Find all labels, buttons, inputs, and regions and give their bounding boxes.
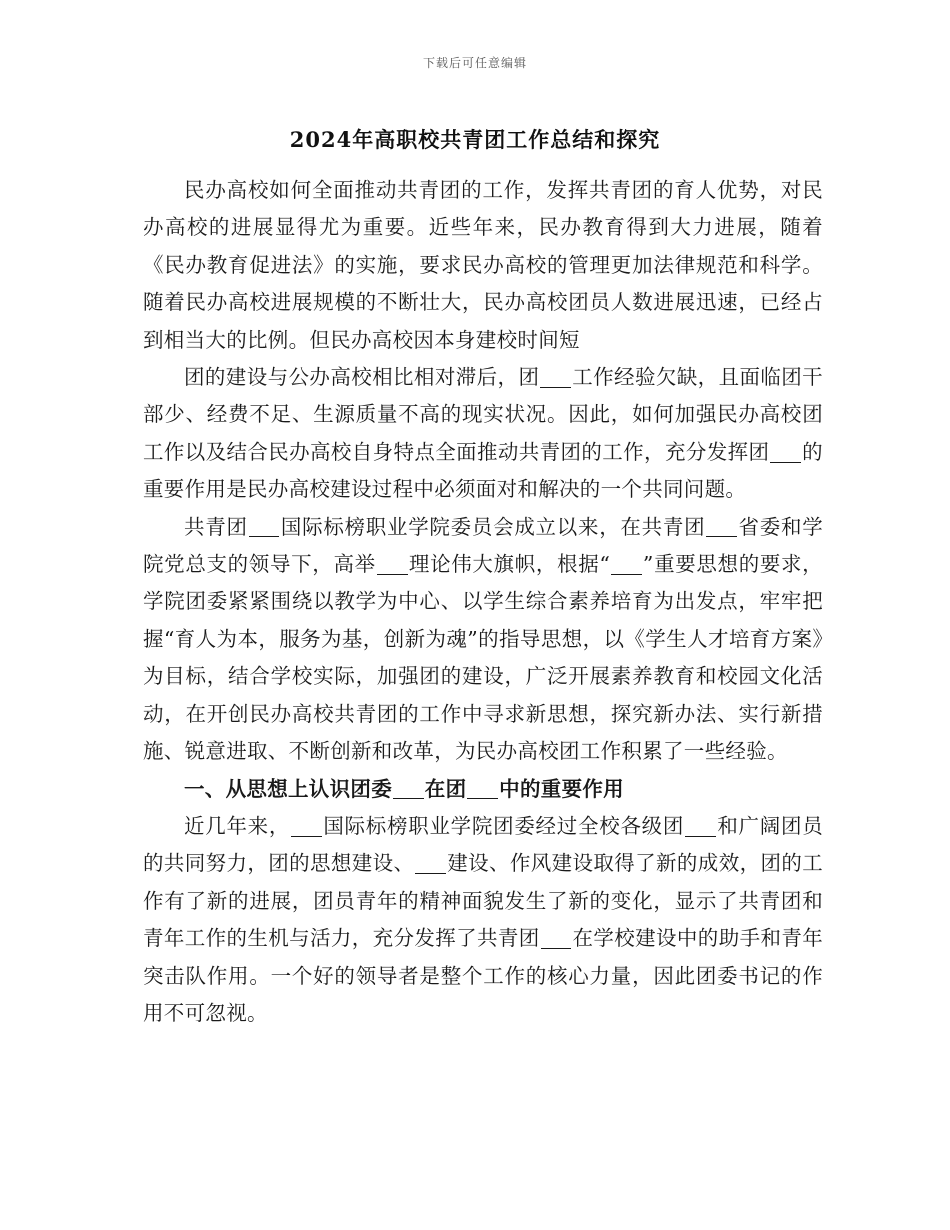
blank-underline [291, 814, 322, 837]
body-paragraph [143, 509, 823, 771]
blank-underline [377, 552, 408, 575]
blank-underline [541, 926, 572, 949]
document-body [143, 172, 823, 1032]
text-segment: 民办高校如何全面推动共青团的工作，发挥共青团的育人优势，对民办高校的进展显得尤为重要。近些年来，民办教育得到大力进展，随着《民办教育促进法》的实施，要求民办高校的管理更加法律规范和科学。随着民办高校进展规模的不断壮大，民办高校团员人数进展迅速，已经占到相当大的比例。但民办高校因本身建校时间短 [143, 178, 823, 352]
section-heading [143, 771, 823, 808]
blank-underline [611, 552, 642, 575]
blank-underline [770, 440, 801, 463]
blank-underline [706, 515, 737, 538]
text-segment: 国际标榜职业学院委员会成立以来，在共青团 [280, 514, 706, 539]
text-segment: 工作经验欠缺，且面临团干部少、经费不足、生源质量不高的现实状况。因此，如何加强民办高校团工作以及结合民办高校自身特点全面推动共青团的工作，充分发挥团 [143, 365, 823, 464]
document-title: 2024年高职校共青团工作总结和探究 [289, 127, 661, 152]
text-segment: 近几年来， [184, 813, 291, 838]
text-segment: 和广阔团员的共同努力，团的思想建设、 [143, 813, 824, 876]
text-segment: ”重要思想的要求，学院团委紧紧围绕以教学为中心、以学生综合素养培育为出发点，牢牢把握“育人为本，服务为基，创新为魂”的指导思想，以《学生人才培育方案》为目标，结合学校实际，加强团的建设，广泛开展素养教育和校园文化活动，在开创民办高校共青团的工作中寻求新思想，探究新办法、实行新措施、锐意进取、不断创新和改革，为民办高校团工作积累了一些经验。 [143, 552, 823, 764]
body-paragraph [143, 359, 823, 509]
text-segment: 理论伟大旗帜，根据“ [408, 552, 611, 577]
text-segment: 省委和学院党总支的领导下，高举 [143, 514, 823, 577]
text-segment: 的重要作用是民办高校建设过程中必须面对和解决的一个共同问题。 [143, 439, 823, 502]
body-paragraph [143, 808, 823, 1032]
text-segment: 在学校建设中的助手和青年突击队作用。一个好的领导者是整个工作的核心力量，因此团委书记的作用不可忽视。 [143, 926, 823, 1025]
text-segment: 共青团 [184, 514, 248, 539]
blank-underline [540, 365, 571, 388]
text-segment: 在团 [424, 776, 467, 801]
text-segment: 国际标榜职业学院团委经过全校各级团 [322, 813, 685, 838]
text-segment: 中的重要作用 [499, 776, 624, 801]
blank-underline [467, 777, 498, 800]
header-note: 下载后可任意编辑 [422, 56, 527, 70]
text-segment: 团的建设与公办高校相比相对滞后，团 [184, 365, 540, 390]
blank-underline [393, 777, 424, 800]
body-paragraph [143, 172, 823, 359]
text-segment: 建设、作风建设取得了新的成效，团的工作有了新的进展，团员青年的精神面貌发生了新的变化，显示了共青团和青年工作的生机与活力，充分发挥了共青团 [143, 851, 823, 951]
text-segment: 一、从思想上认识团委 [184, 776, 392, 801]
blank-underline [249, 515, 280, 538]
blank-underline [415, 851, 446, 874]
blank-underline [685, 814, 716, 837]
